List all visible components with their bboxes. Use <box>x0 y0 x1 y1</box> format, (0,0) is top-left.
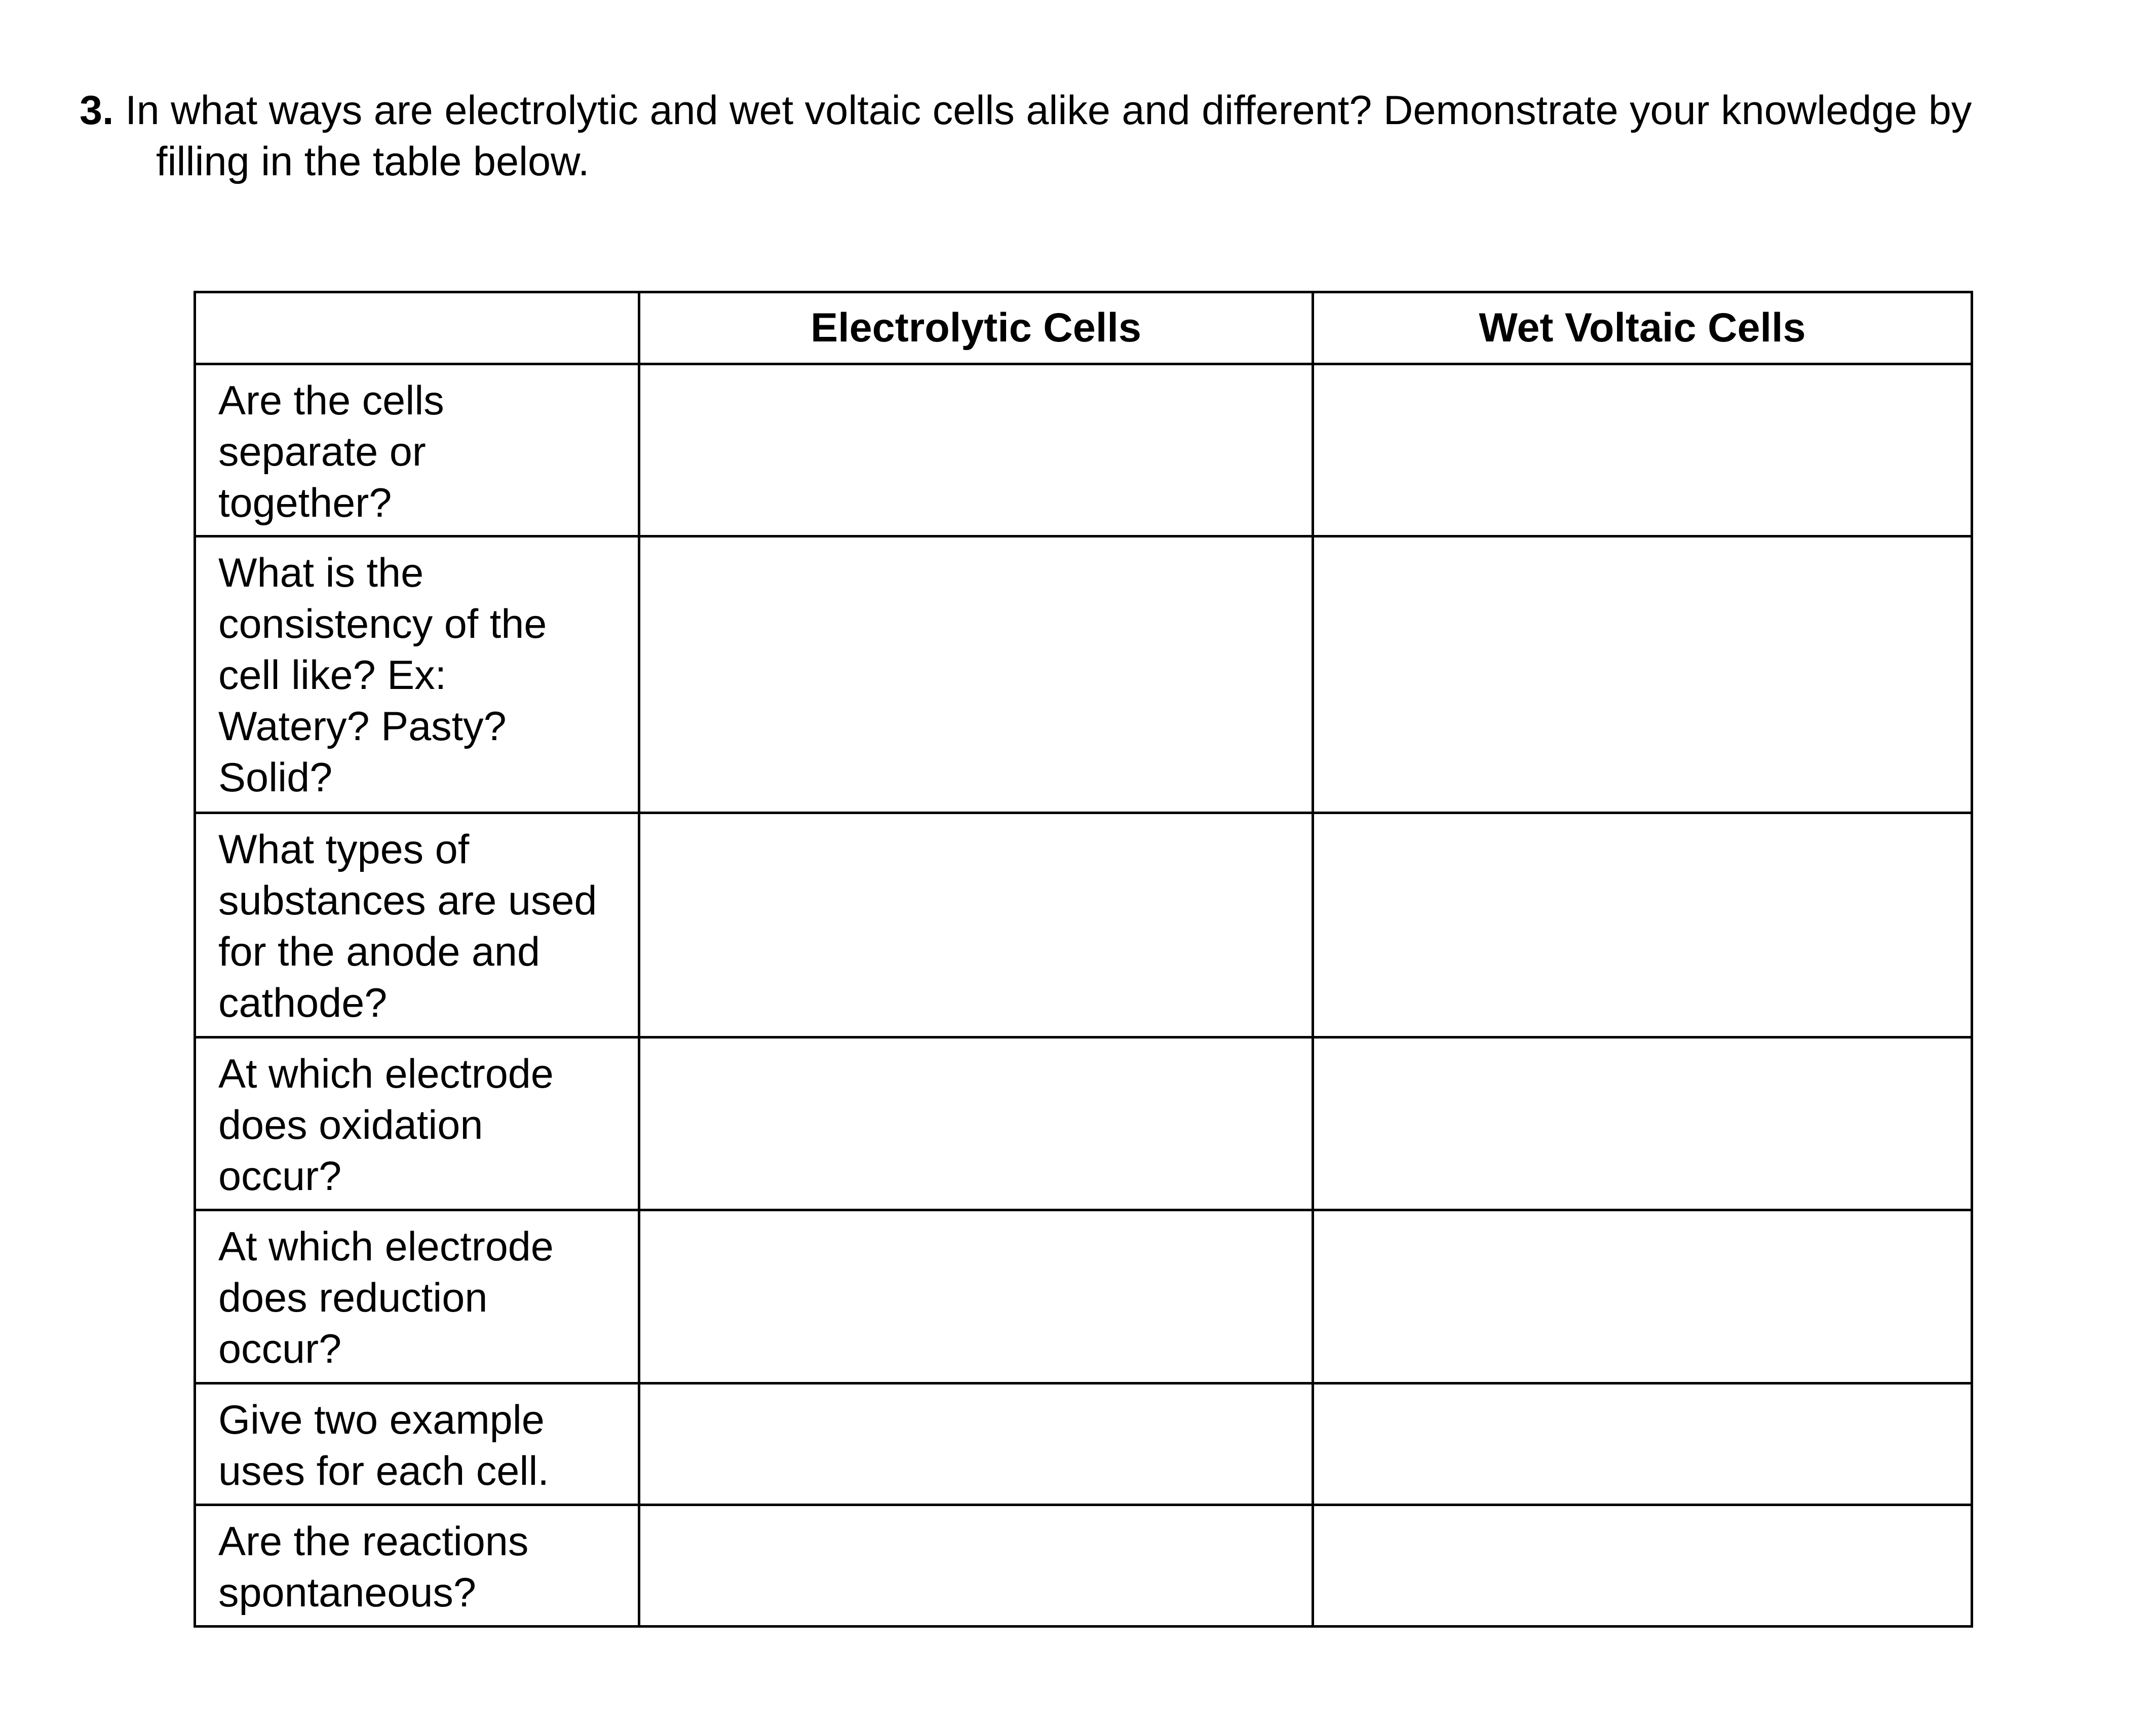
header-electrolytic-cells: Electrolytic Cells <box>639 292 1313 364</box>
row-question: What types of substances are used for the anode and cathode? <box>195 813 639 1037</box>
question-text-line-2: filling in the table below. <box>156 139 590 184</box>
wet-voltaic-answer-cell[interactable] <box>1313 1210 1972 1383</box>
wet-voltaic-answer-cell[interactable] <box>1313 536 1972 813</box>
table-row <box>195 1383 1972 1505</box>
table-row <box>195 1037 1972 1210</box>
table-row <box>195 1210 1972 1383</box>
table-row <box>195 1505 1972 1627</box>
row-question: Are the cells separate or together? <box>195 364 639 536</box>
electrolytic-answer-cell[interactable] <box>639 1037 1313 1210</box>
electrolytic-answer-cell[interactable] <box>639 1210 1313 1383</box>
table-row <box>195 536 1972 813</box>
table-row <box>195 813 1972 1037</box>
table-header-row <box>195 292 1972 364</box>
table-row <box>195 364 1972 536</box>
header-blank-cell <box>195 292 639 364</box>
row-question: Are the reactions spontaneous? <box>195 1505 639 1627</box>
wet-voltaic-answer-cell[interactable] <box>1313 1505 1972 1627</box>
question-prompt <box>80 85 2096 187</box>
question-number: 3. <box>80 88 114 133</box>
electrolytic-answer-cell[interactable] <box>639 1383 1313 1505</box>
row-question: At which electrode does oxidation occur? <box>195 1037 639 1210</box>
electrolytic-answer-cell[interactable] <box>639 536 1313 813</box>
wet-voltaic-answer-cell[interactable] <box>1313 1037 1972 1210</box>
electrolytic-answer-cell[interactable] <box>639 1505 1313 1627</box>
comparison-table <box>194 291 1973 1628</box>
electrolytic-answer-cell[interactable] <box>639 813 1313 1037</box>
row-question: Give two example uses for each cell. <box>195 1383 639 1505</box>
row-question: At which electrode does reduction occur? <box>195 1210 639 1383</box>
question-text-line-1: In what ways are electrolytic and wet voltaic cells alike and different? Demonstrate your knowledge by <box>125 88 1972 133</box>
question-line-1 <box>80 85 2096 136</box>
wet-voltaic-answer-cell[interactable] <box>1313 813 1972 1037</box>
wet-voltaic-answer-cell[interactable] <box>1313 1383 1972 1505</box>
wet-voltaic-answer-cell[interactable] <box>1313 364 1972 536</box>
header-wet-voltaic-cells: Wet Voltaic Cells <box>1313 292 1972 364</box>
electrolytic-answer-cell[interactable] <box>639 364 1313 536</box>
row-question: What is the consistency of the cell like? Ex: Watery? Pasty? Solid? <box>195 536 639 813</box>
